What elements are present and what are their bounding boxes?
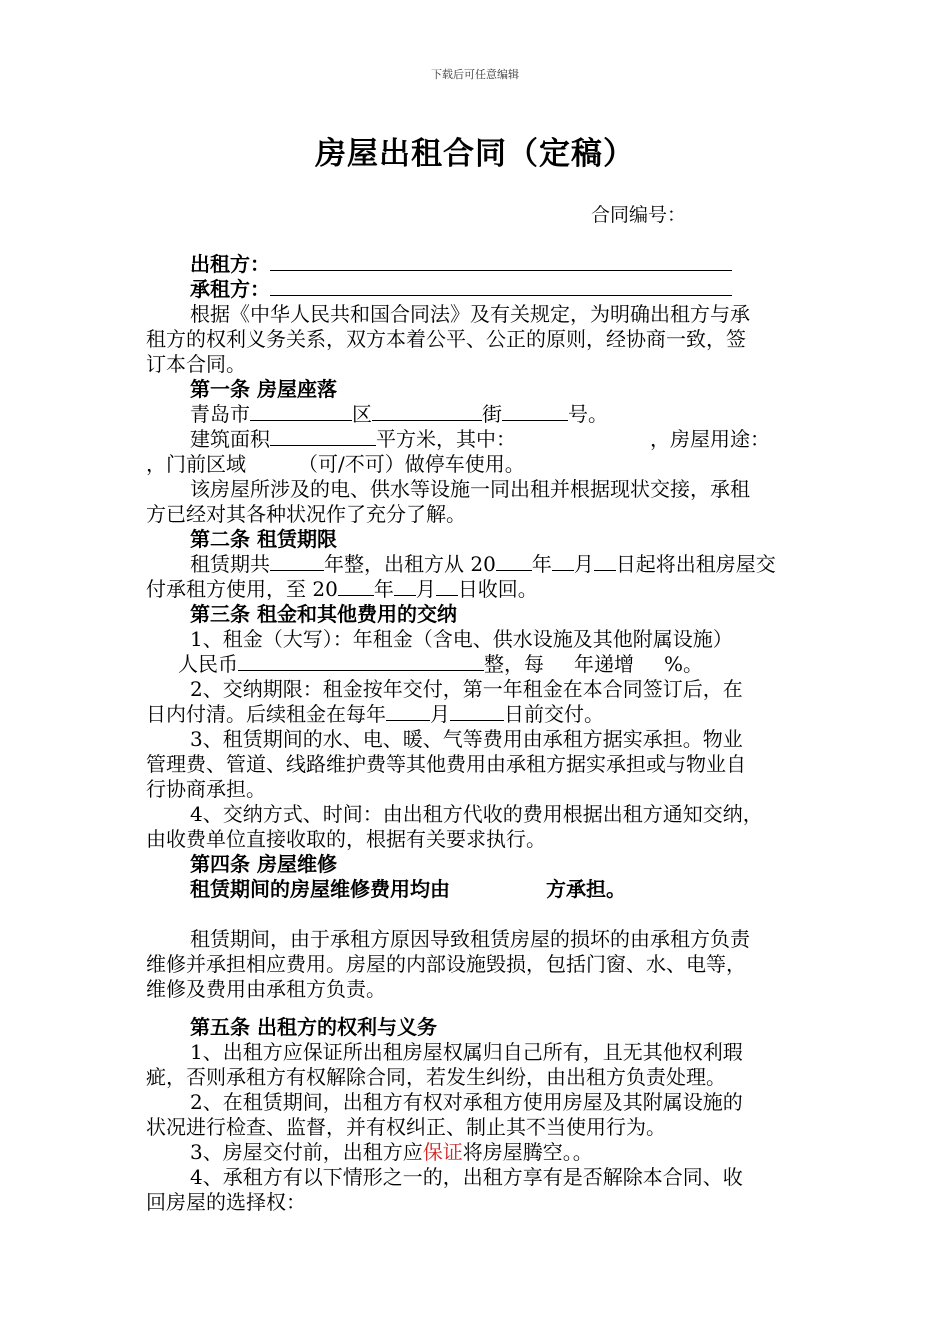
end-month-blank[interactable] — [394, 577, 416, 596]
street-blank[interactable] — [502, 402, 568, 421]
repair-line: 维修及费用由承租方负责。 — [146, 977, 386, 1001]
term-line: 付承租方使用，至 20 年 月 日收回。 — [146, 577, 538, 601]
obligation-line: 3、房屋交付前，出租方应保证将房屋腾空。。 — [190, 1140, 593, 1164]
intro-line: 根据《中华人民共和国合同法》及有关规定，为明确出租方与承 — [190, 302, 750, 326]
method-line: 4、交纳方式、时间：由出租方代收的费用根据出租方通知交纳， — [190, 802, 763, 826]
end-day-blank[interactable] — [436, 577, 458, 596]
obligation-line: 2、在租赁期间，出租方有权对承租方使用房屋及其附属设施的 — [190, 1090, 743, 1114]
obligation-line: 回房屋的选择权： — [146, 1190, 306, 1214]
end-year-blank[interactable] — [338, 577, 374, 596]
article-heading: 第三条 租金和其他费用的交纳 — [190, 602, 457, 626]
facility-line: 方已经对其各种状况作了充分了解。 — [146, 502, 466, 526]
repair-bold-line: 租赁期间的房屋维修费用均由 方承担。 — [190, 877, 626, 901]
method-line: 由收费单位直接收取的，根据有关要求执行。 — [146, 827, 546, 851]
city-blank[interactable] — [250, 402, 352, 421]
rent-amount-blank[interactable] — [238, 652, 484, 671]
district-blank[interactable] — [372, 402, 482, 421]
rent-amount-line: 人民币 整，每 年递增 %。 — [178, 652, 704, 676]
lessee-blank[interactable] — [270, 277, 732, 296]
term-years-blank[interactable] — [270, 552, 324, 571]
area-line: 建筑面积 平方米，其中： ，房屋用途： — [190, 427, 770, 451]
fees-line: 行协商承担。 — [146, 777, 266, 801]
payment-line: 日内付清。后续租金在每年 月 日前交付。 — [146, 702, 604, 726]
contract-number-label: 合同编号： — [591, 204, 687, 226]
fees-line: 3、租赁期间的水、电、暖、气等费用由承租方据实承担。物业 — [190, 727, 743, 751]
obligation-line: 疵，否则承租方有权解除合同，若发生纠纷，由出租方负责处理。 — [146, 1065, 726, 1089]
article-heading: 第四条 房屋维修 — [190, 852, 337, 876]
payment-line: 2、交纳期限：租金按年交付，第一年租金在本合同签订后，在 — [190, 677, 743, 701]
intro-line: 订本合同。 — [146, 352, 246, 376]
lessee-line: 承租方： — [146, 277, 826, 302]
start-year-blank[interactable] — [496, 552, 532, 571]
lessor-line: 出租方： — [146, 252, 826, 277]
rent-line: 1、租金（大写）：年租金（含电、供水设施及其他附属设施） — [190, 627, 733, 651]
area-blank[interactable] — [270, 427, 376, 446]
term-line: 租赁期共 年整，出租方从 20 年 月 日起将出租房屋交 — [190, 552, 776, 576]
article-heading: 第五条 出租方的权利与义务 — [190, 1015, 437, 1039]
address-line: 青岛市 区 街 号。 — [190, 402, 608, 426]
obligation-line: 状况进行检查、监督，并有权纠正、制止其不当使用行为。 — [146, 1115, 666, 1139]
repair-line: 维修并承担相应费用。房屋的内部设施毁损，包括门窗、水、电等， — [146, 952, 746, 976]
start-month-blank[interactable] — [552, 552, 574, 571]
article-heading: 第二条 租赁期限 — [190, 527, 337, 551]
facility-line: 该房屋所涉及的电、供水等设施一同出租并根据现状交接，承租 — [190, 477, 750, 501]
parking-line: ，门前区域 （可/不可）做停车使用。 — [146, 452, 525, 476]
contract-body — [146, 252, 826, 1215]
header-note: 下载后可任意编辑 — [431, 68, 519, 81]
highlighted-term: 保证 — [422, 1140, 463, 1164]
start-day-blank[interactable] — [594, 552, 616, 571]
intro-line: 租方的权利义务关系，双方本着公平、公正的原则，经协商一致，签 — [146, 327, 746, 351]
page-title: 房屋出租合同（定稿） — [315, 136, 635, 172]
repair-line: 租赁期间，由于承租方原因导致租赁房屋的损坏的由承租方负责 — [190, 927, 750, 951]
obligation-line: 1、出租方应保证所出租房屋权属归自己所有，且无其他权利瑕 — [190, 1040, 743, 1064]
pay-month-blank[interactable] — [386, 702, 430, 721]
article-heading: 第一条 房屋座落 — [190, 377, 337, 401]
pay-day-blank[interactable] — [450, 702, 504, 721]
fees-line: 管理费、管道、线路维护费等其他费用由承租方据实承担或与物业自 — [146, 752, 746, 776]
obligation-line: 4、承租方有以下情形之一的，出租方享有是否解除本合同、收 — [190, 1165, 743, 1189]
lessor-blank[interactable] — [270, 252, 732, 271]
